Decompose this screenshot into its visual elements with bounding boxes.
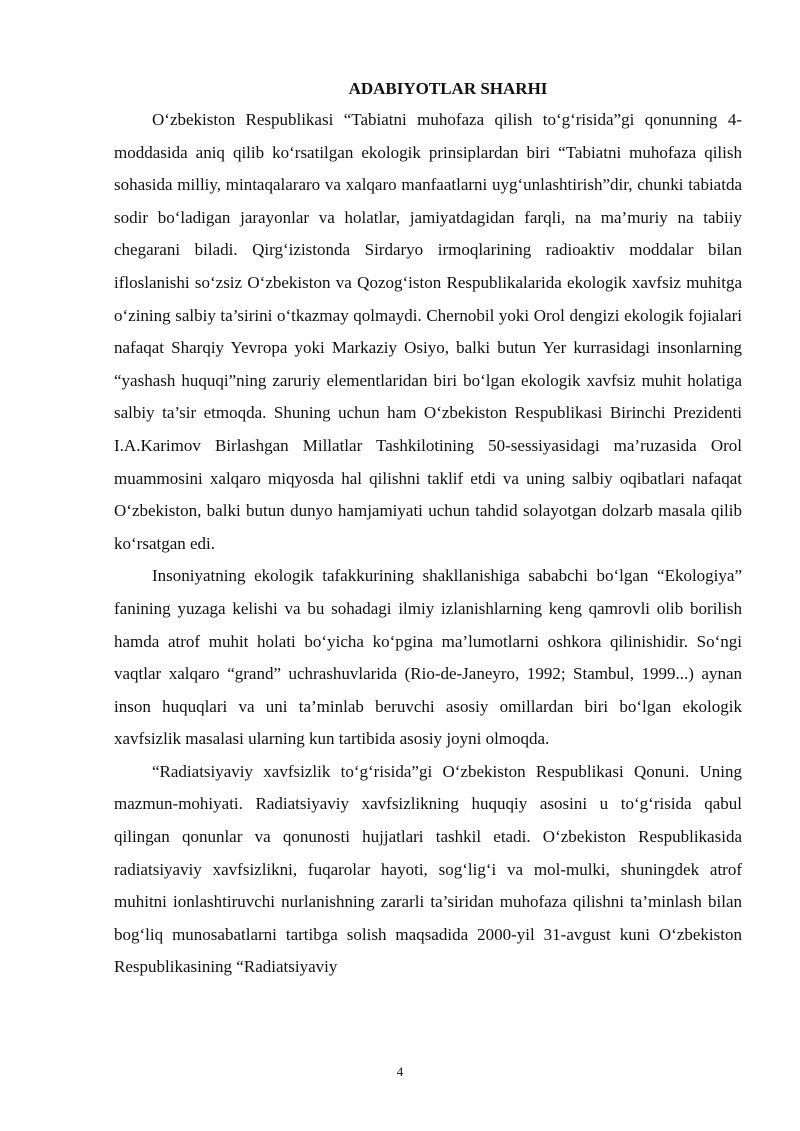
page-number: 4 [396, 1064, 404, 1079]
paragraph-2: Insoniyatning ekologik tafakkurining shakllanishiga sababchi bo‘lgan “Ekologiya” fanining yuzaga kelishi va bu sohadagi ilmiy izlanishlarning keng qamrovli olib borilish hamda atrof muhit holati bo‘yicha ko‘pgina ma’lumotlarni oshkora qilinishidir. So‘ngi vaqtlar xalqaro “grand” uchrashuvlarida (Rio-de-Janeyro, 1992; Stambul, 1999...) aynan inson huquqlari va uni ta’minlab beruvchi asosiy omillardan biri bo‘lgan ekologik xavfsizlik masalasi ularning kun tartibida asosiy joyni olmoqda. [114, 566, 742, 749]
paragraph-3: “Radiatsiyaviy xavfsizlik to‘g‘risida”gi O‘zbekiston Respublikasi Qonuni. Uning mazmun-mohiyati. Radiatsiyaviy xavfsizlikning huquqiy asosini u to‘g‘risida qabul qilingan qonunlar va qonunosti hujjatlari tashkil etadi. O‘zbekiston Respublikasida radiatsiyaviy xavfsizlikni, fuqarolar hayoti, sog‘lig‘i va mol-mulki, shuningdek atrof muhitni ionlashtiruvchi nurlanishning zararli ta’siridan muhofaza qilishni ta’minlash bilan bog‘liq munosabatlarni tartibga solish maqsadida 2000-yil 31-avgust kuni O‘zbekiston Respublikasining “Radiatsiyaviy [114, 761, 742, 977]
paragraph-1: O‘zbekiston Respublikasi “Tabiatni muhofaza qilish to‘g‘risida”gi qonunning 4-moddasida aniq qilib ko‘rsatilgan ekologik prinsiplardan biri “Tabiatni muhofaza qilish sohasida milliy, mintaqalararo va xalqaro manfaatlarni uyg‘unlashtirish”dir, chunki tabiatda sodir bo‘ladigan jarayonlar va holatlar, jamiyatdagidan farqli, na ma’muriy na tabiiy chegarani biladi. Qirg‘izistonda Sirdaryo irmoqlarining radioaktiv moddalar bilan ifloslanishi so‘zsiz O‘zbekiston va Qozog‘iston Respublikalarida ekologik xavfsiz muhitga o‘zining salbiy ta’sirini o‘tkazmay qolmaydi. Chernobil yoki Orol dengizi ekologik fojialari nafaqat Sharqiy Yevropa yoki Markaziy Osiyo, balki butun Yer kurrasidagi insonlarning “yashash huquqi”ning zaruriy elementlaridan biri bo‘lgan ekologik xavfsiz muhit holatiga salbiy ta’sir etmoqda. Shuning uchun ham O‘zbekiston Respublikasi Birinchi Prezidenti I.A.Karimov Birlashgan Millatlar Tashkilotining 50-sessiyasidagi ma’ruzasida Orol muammosini xalqaro miqyosda hal qilishni taklif etdi va uning salbiy oqibatlari nafaqat O‘zbekiston, balki butun dunyo hamjamiyati uchun tahdid solayotgan dolzarb masala qilib ko‘rsatgan edi. [114, 110, 742, 553]
document-page [114, 76, 742, 984]
section-title: ADABIYOTLAR SHARHI [348, 79, 548, 98]
